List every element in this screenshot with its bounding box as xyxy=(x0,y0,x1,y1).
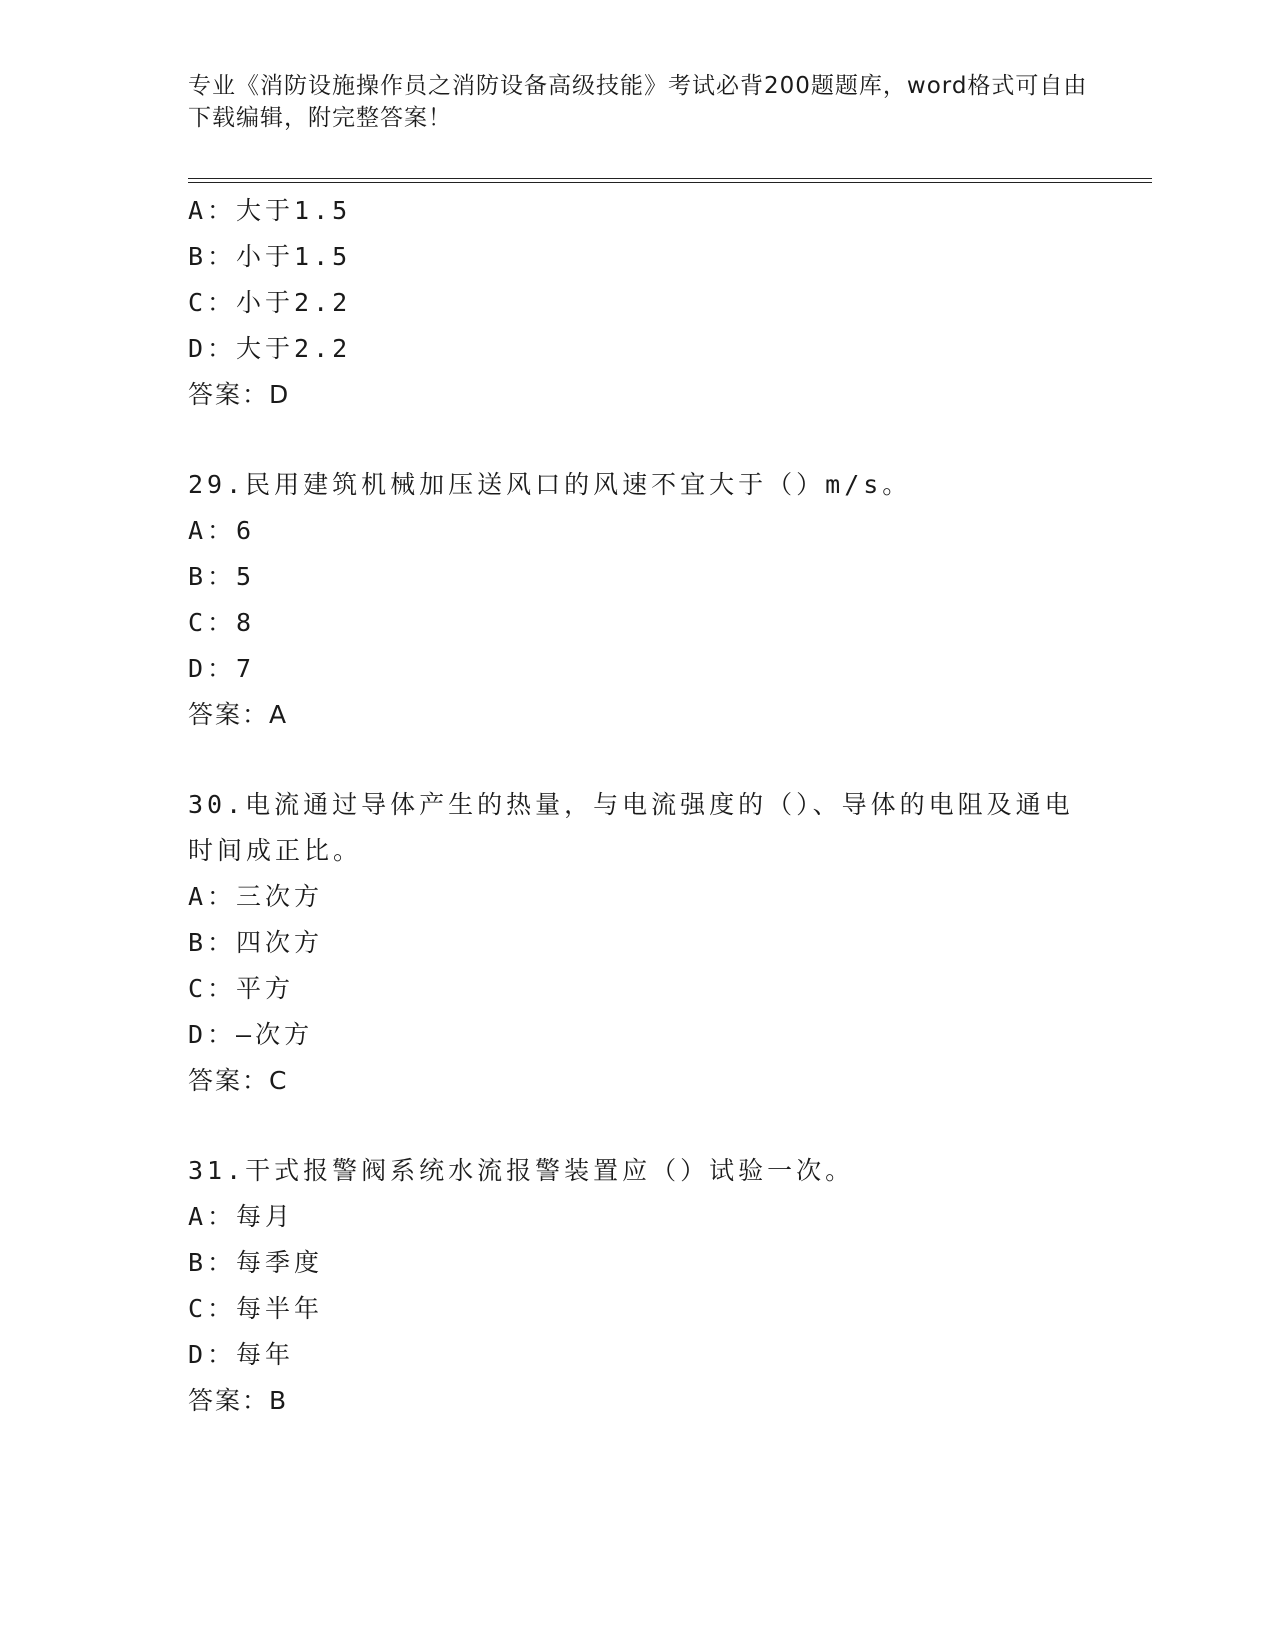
option-a: A：三次方 xyxy=(188,882,324,911)
option-b: B：5 xyxy=(188,562,256,591)
option-b: B：四次方 xyxy=(188,928,324,957)
question-block-31 xyxy=(188,1148,1088,1424)
option-d: D：7 xyxy=(188,654,256,683)
option-a: A：6 xyxy=(188,516,256,545)
option-c: C：小于2.2 xyxy=(188,288,352,317)
option-d: D：每年 xyxy=(188,1340,295,1369)
option-d: D：—次方 xyxy=(188,1020,314,1049)
header-title: 专业《消防设施操作员之消防设备高级技能》考试必背200题题库，word格式可自由下载编辑，附完整答案！ xyxy=(188,73,1088,131)
question-list xyxy=(188,188,1088,1424)
option-a: A：大于1.5 xyxy=(188,196,352,225)
option-a: A：每月 xyxy=(188,1202,295,1231)
option-b: B：每季度 xyxy=(188,1248,324,1277)
answer-line: 答案：A xyxy=(188,700,289,729)
option-c: C：每半年 xyxy=(188,1294,324,1323)
spacer xyxy=(188,738,1088,782)
document-header xyxy=(188,70,1088,134)
spacer xyxy=(188,1104,1088,1148)
option-d: D：大于2.2 xyxy=(188,334,352,363)
answer-line: 答案：D xyxy=(188,380,291,409)
spacer xyxy=(188,418,1088,462)
option-c: C：平方 xyxy=(188,974,295,1003)
question-block-29 xyxy=(188,462,1088,738)
question-block-30 xyxy=(188,782,1088,1104)
option-c: C：8 xyxy=(188,608,256,637)
option-b: B：小于1.5 xyxy=(188,242,352,271)
question-stem: 29.民用建筑机械加压送风口的风速不宜大于（）m/s。 xyxy=(188,470,912,499)
header-rule-top xyxy=(188,178,1152,179)
header-rule-bottom xyxy=(188,182,1152,183)
question-stem: 30.电流通过导体产生的热量，与电流强度的（）、导体的电阻及通电时间成正比。 xyxy=(188,790,1074,865)
answer-line: 答案：B xyxy=(188,1386,289,1415)
answer-line: 答案：C xyxy=(188,1066,289,1095)
question-stem: 31.干式报警阀系统水流报警装置应（）试验一次。 xyxy=(188,1156,855,1185)
question-block-28 xyxy=(188,188,1088,418)
